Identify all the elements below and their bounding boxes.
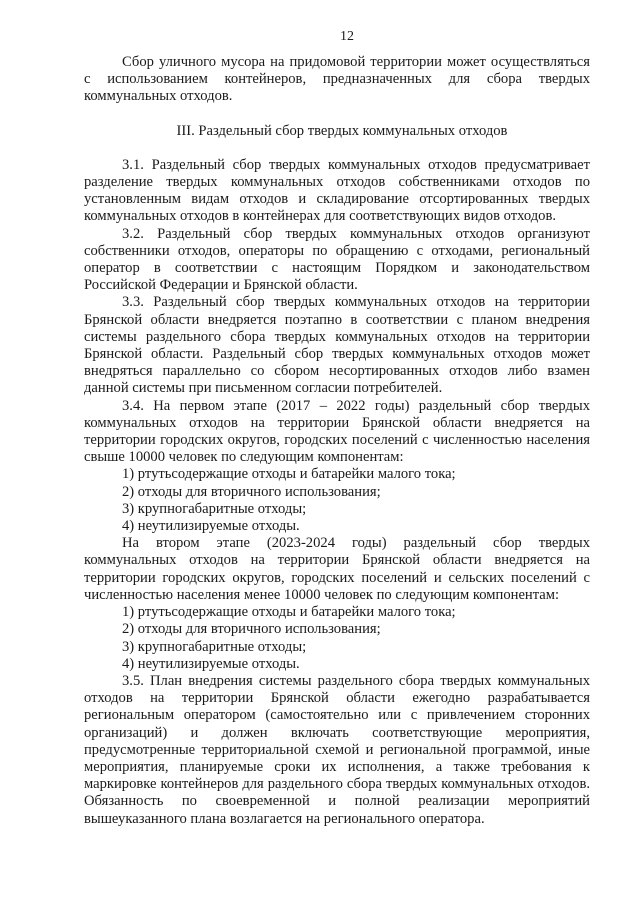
stage1-list-item: 4) неутилизируемые отходы. <box>122 518 300 535</box>
stage2-list-item: 3) крупногабаритные отходы; <box>122 638 307 655</box>
paragraph-3-1: 3.1. Раздельный сбор твердых коммунальных отходов предусматривает разделение твердых коммунальных отходов собственниками отходов по установленным видам отходов и складирование отсортированных твердых коммунальных отходов в контейнерах для соответствующих видов отходов. <box>84 156 590 225</box>
paragraph-3-3: 3.3. Раздельный сбор твердых коммунальных отходов на территории Брянской области внедряется поэтапно в соответствии с планом внедрения системы раздельного сбора твердых коммунальных отходов на территории Брянской области. Раздельный сбор твердых коммунальных отходов может внедряться параллельно со сбором несортированных отходов либо взамен данной системы при письменном согласии потребителей. <box>84 294 590 397</box>
stage2-list-item: 2) отходы для вторичного использования; <box>122 621 381 638</box>
stage1-list-item: 1) ртутьсодержащие отходы и батарейки малого тока; <box>122 466 456 483</box>
page-number: 12 <box>340 29 354 44</box>
paragraph-3-2: 3.2. Раздельный сбор твердых коммунальных отходов организуют собственники отходов, операторы по обращению с отходами, региональный оператор в соответствии с настоящим Порядком и законодательством Российской Федерации и Брянской области. <box>84 225 590 294</box>
section-heading: III. Раздельный сбор твердых коммунальных отходов <box>176 122 508 139</box>
paragraph-3-5: 3.5. План внедрения системы раздельного сбора твердых коммунальных отходов на территории Брянской области ежегодно разрабатывается региональным оператором (самостоятельно или с привлечением сторонних организаций) и должен включать соответствующие мероприятия, предусмотренные территориальной схемой и региональной программой, иные мероприятия, планируемые сроки их исполнения, а также требования к маркировке контейнеров для раздельного сбора твердых коммунальных отходов. Обязанность по своевременной и полной реализации мероприятий вышеуказанного плана возлагается на регионального оператора. <box>84 672 590 827</box>
intro-paragraph: Сбор уличного мусора на придомовой территории может осуществляться с использованием контейнеров, предназначенных для сбора твердых коммунальных отходов. <box>84 54 590 105</box>
stage2-list-item: 4) неутилизируемые отходы. <box>122 655 300 672</box>
stage1-list-item: 2) отходы для вторичного использования; <box>122 483 381 500</box>
stage2-list-item: 1) ртутьсодержащие отходы и батарейки малого тока; <box>122 604 456 621</box>
paragraph-3-4: 3.4. На первом этапе (2017 – 2022 годы) раздельный сбор твердых коммунальных отходов на территории Брянской области внедряется на территории городских округов, городских поселений с численностью населения свыше 10000 человек по следующим компонентам: <box>84 397 590 466</box>
stage1-list-item: 3) крупногабаритные отходы; <box>122 500 307 517</box>
paragraph-stage2: На втором этапе (2023-2024 годы) раздельный сбор твердых коммунальных отходов на территории Брянской области внедряется на территории городских округов, городских поселений и сельских поселений с численностью населения менее 10000 человек по следующим компонентам: <box>84 535 590 603</box>
